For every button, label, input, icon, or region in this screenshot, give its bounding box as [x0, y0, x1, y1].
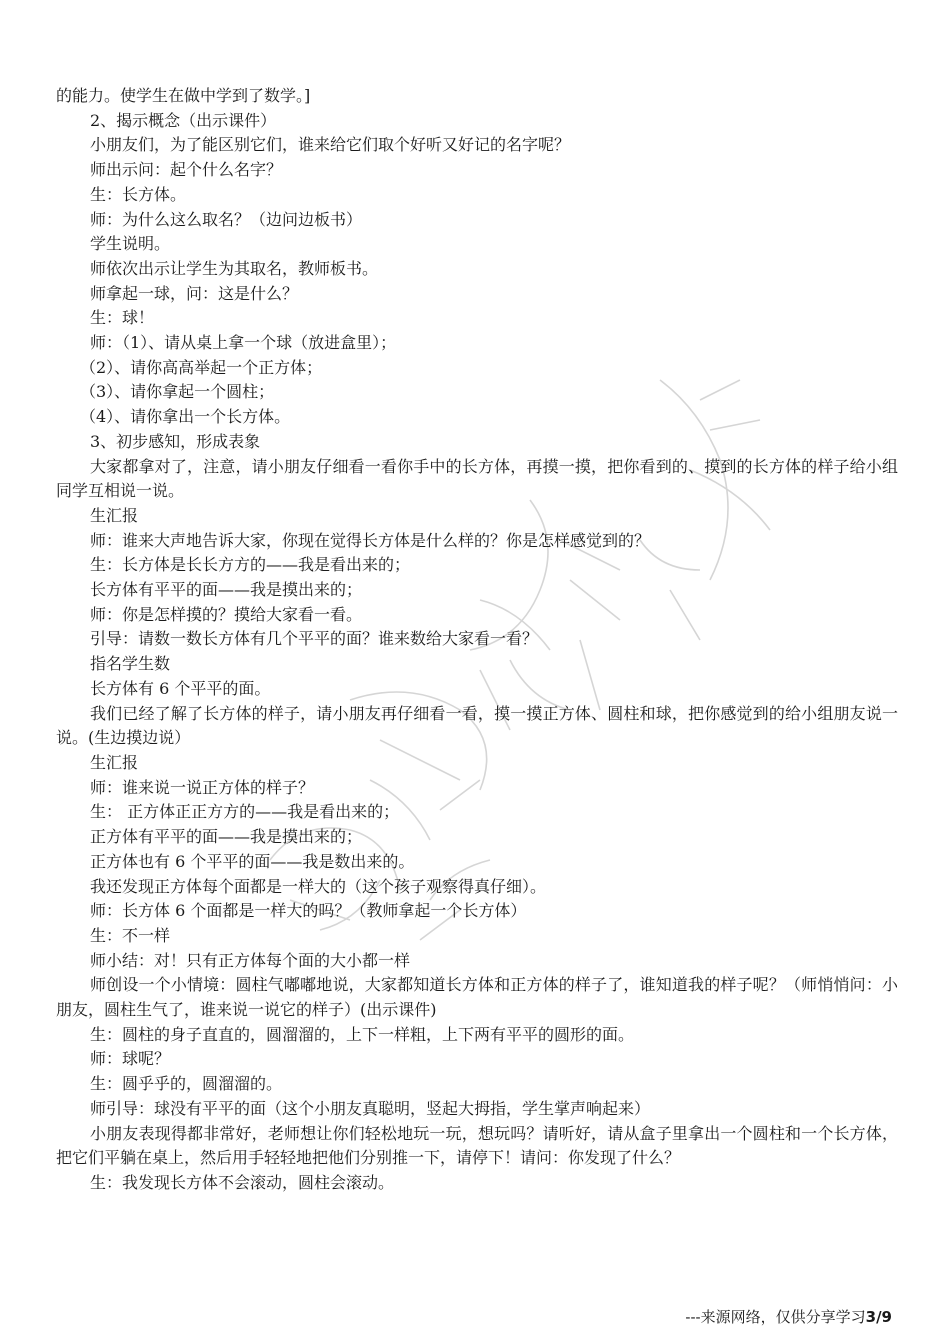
paragraph-line: 师：谁来大声地告诉大家，你现在觉得长方体是什么样的？你是怎样感觉到的？	[90, 530, 651, 550]
paragraph-line: 2、揭示概念（出示课件）	[90, 110, 277, 130]
paragraph-line: 师：谁来说一说正方体的样子？	[90, 777, 315, 797]
paragraph-line: （2）、请你高高举起一个正方体；	[80, 357, 323, 377]
paragraph-line: （3）、请你拿起一个圆柱；	[80, 382, 275, 402]
paragraph-line: 正方体有平平的面——我是摸出来的；	[90, 827, 363, 847]
paragraph-line: （4）、请你拿出一个长方体。	[80, 407, 291, 427]
paragraph-line: 生：球！	[90, 308, 155, 328]
paragraph-line: 生：圆乎乎的，圆溜溜的。	[90, 1074, 283, 1094]
paragraph-line: 长方体有平平的面——我是摸出来的；	[90, 580, 363, 600]
paragraph-line: 师：你是怎样摸的？摸给大家看一看。	[90, 604, 363, 624]
paragraph-line: 师拿起一球，问：这是什么？	[90, 283, 299, 303]
paragraph-line: 引导：请数一数长方体有几个平平的面？谁来数给大家看一看？	[90, 629, 539, 649]
paragraph-line: 生汇报	[90, 752, 139, 772]
paragraph-line: 生：我发现长方体不会滚动，圆柱会滚动。	[90, 1172, 395, 1192]
paragraph-line: 生： 正方体正正方方的——我是看出来的；	[90, 802, 400, 822]
paragraph-line: 生：不一样	[90, 925, 171, 945]
paragraph-line: 师创设一个小情境：圆柱气嘟嘟地说，大家都知道长方体和正方体的样子了，谁知道我的样子呢？（师悄悄问：小朋友，圆柱生气了，谁来说一说它的样子）(出示课件)	[56, 975, 898, 1020]
paragraph-line: 师：（1）、请从桌上拿一个球（放进盒里）；	[90, 333, 397, 353]
paragraph-line: 师：为什么这么取名？（边问边板书）	[90, 209, 363, 229]
paragraph-line: 师引导：球没有平平的面（这个小朋友真聪明，竖起大拇指，学生掌声响起来）	[90, 1098, 651, 1118]
page-footer	[685, 1306, 892, 1327]
paragraph-line: 小朋友们，为了能区别它们，谁来给它们取个好听又好记的名字呢？	[90, 135, 571, 155]
paragraph-line: 3、初步感知，形成表象	[90, 431, 261, 451]
paragraph-line: 师小结：对！只有正方体每个面的大小都一样	[90, 950, 411, 970]
paragraph-line: 指名学生数	[90, 654, 171, 674]
paragraph-line: 我们已经了解了长方体的样子，请小朋友再仔细看一看，摸一摸正方体、圆柱和球，把你感觉到的给小组朋友说一说。(生边摸边说）	[56, 703, 898, 748]
paragraph-line: 大家都拿对了，注意，请小朋友仔细看一看你手中的长方体，再摸一摸，把你看到的、摸到的长方体的样子给小组同学互相说一说。	[56, 456, 898, 501]
document-body	[56, 84, 898, 1196]
paragraph-line: 正方体也有 6 个平平的面——我是数出来的。	[90, 851, 415, 871]
paragraph-line: 我还发现正方体每个面都是一样大的（这个孩子观察得真仔细）。	[90, 876, 547, 896]
paragraph-line: 长方体有 6 个平平的面。	[90, 678, 271, 698]
paragraph-line: 生：圆柱的身子直直的，圆溜溜的，上下一样粗，上下两有平平的圆形的面。	[90, 1024, 635, 1044]
paragraph-line: 学生说明。	[90, 234, 171, 254]
paragraph-line: 小朋友表现得都非常好，老师想让你们轻松地玩一玩，想玩吗？请听好，请从盒子里拿出一个圆柱和一个长方体，把它们平躺在桌上，然后用手轻轻地把他们分别推一下，请停下！请问：你发现了什么？	[56, 1123, 898, 1168]
paragraph-line: 生：长方体是长长方方的——我是看出来的；	[90, 555, 411, 575]
paragraph-line: 的能力。使学生在做中学到了数学。]	[56, 86, 311, 105]
paragraph-line: 生汇报	[90, 505, 139, 525]
paragraph-line: 师：长方体 6 个面都是一样大的吗？（教师拿起一个长方体）	[90, 901, 527, 921]
page-number: 3/9	[865, 1308, 892, 1326]
paragraph-line: 师：球呢？	[90, 1049, 171, 1069]
paragraph-line: 师出示问：起个什么名字？	[90, 160, 283, 180]
paragraph-line: 生：长方体。	[90, 184, 187, 204]
paragraph-line: 师依次出示让学生为其取名，教师板书。	[90, 258, 379, 278]
footer-source: ---来源网络，仅供分享学习	[685, 1308, 866, 1326]
